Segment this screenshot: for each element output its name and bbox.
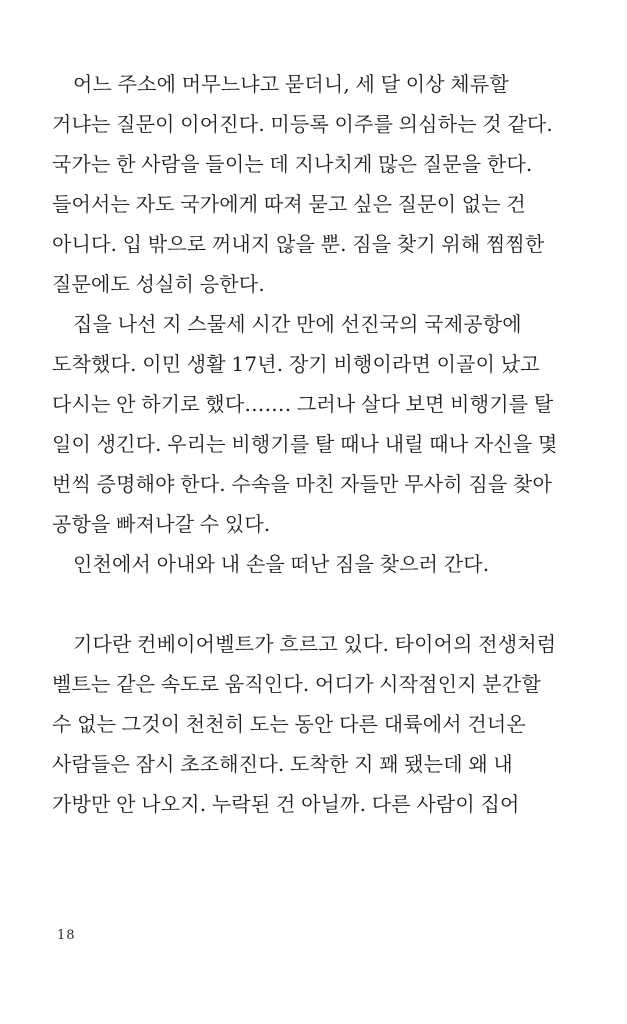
text-line: 거냐는 질문이 이어진다. 미등록 이주를 의심하는 것 같다. [52, 112, 553, 136]
text-line: 일이 생긴다. 우리는 비행기를 탈 때나 내릴 때나 자신을 몇 [52, 432, 558, 456]
text-line: 공항을 빠져나갈 수 있다. [52, 512, 271, 536]
page-number: 18 [57, 928, 76, 943]
blank-line [52, 584, 597, 624]
text-line: 벨트는 같은 속도로 움직인다. 어디가 시작점인지 분간할 [52, 672, 541, 696]
text-line: 국가는 한 사람을 들이는 데 지나치게 많은 질문을 한다. [52, 152, 533, 176]
text-line: 기다란 컨베이어벨트가 흐르고 있다. 타이어의 전생처럼 [73, 632, 557, 656]
body-text [52, 64, 597, 824]
text-line: 다시는 안 하기로 했다……. 그러나 살다 보면 비행기를 탈 [52, 392, 554, 416]
text-line: 가방만 안 나오지. 누락된 건 아닐까. 다른 사람이 집어 [52, 792, 520, 816]
text-line: 번씩 증명해야 한다. 수속을 마친 자들만 무사히 짐을 찾아 [52, 472, 552, 496]
text-line: 들어서는 자도 국가에게 따져 묻고 싶은 질문이 없는 건 [52, 192, 526, 216]
text-line: 집을 나선 지 스물세 시간 만에 선진국의 국제공항에 [73, 312, 522, 336]
text-line: 수 없는 그것이 천천히 도는 동안 다른 대륙에서 건너온 [52, 712, 526, 736]
text-line: 사람들은 잠시 초조해진다. 도착한 지 꽤 됐는데 왜 내 [52, 752, 513, 776]
text-line: 인천에서 아내와 내 손을 떠난 짐을 찾으러 간다. [73, 552, 490, 576]
text-line: 도착했다. 이민 생활 17년. 장기 비행이라면 이골이 났고 [52, 352, 540, 376]
text-line: 아니다. 입 밖으로 꺼내지 않을 뿐. 짐을 찾기 위해 찜찜한 [52, 232, 545, 256]
text-line: 어느 주소에 머무느냐고 묻더니, 세 달 이상 체류할 [73, 72, 509, 96]
text-line: 질문에도 성실히 응한다. [52, 272, 265, 296]
